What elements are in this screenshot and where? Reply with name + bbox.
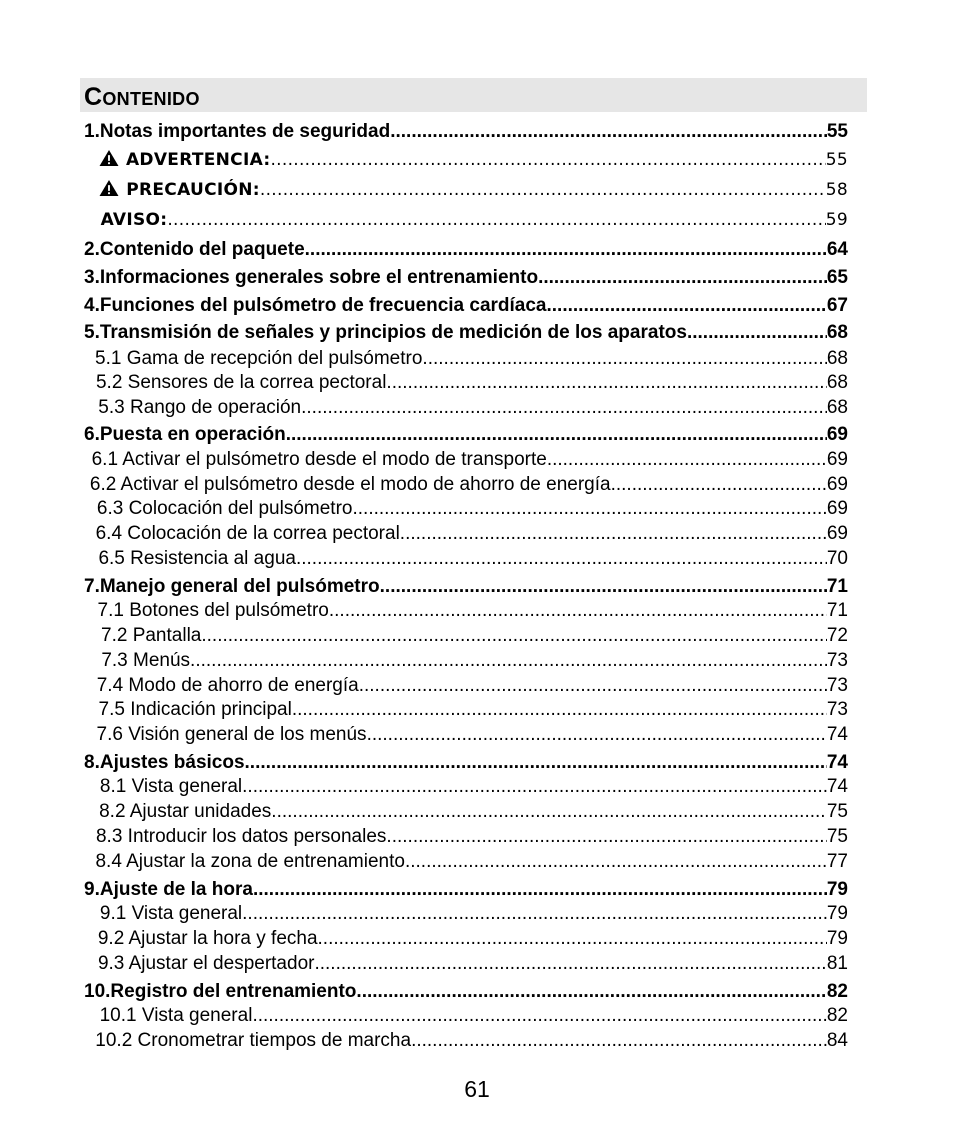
toc-page-number: 69	[826, 449, 848, 470]
toc-chapter-row[interactable]	[84, 266, 848, 290]
toc-page-number: 75	[826, 826, 848, 847]
toc-subsection-row[interactable]	[84, 775, 848, 799]
toc-subsection-row[interactable]	[84, 547, 848, 571]
toc-title: 6.1 Activar el pulsómetro desde el modo de transporte	[91, 449, 547, 470]
toc-subsection-row[interactable]	[84, 952, 848, 976]
toc-page-number: 75	[826, 801, 848, 822]
toc-leader-dots	[359, 674, 827, 698]
toc-page-number: 69	[826, 424, 848, 445]
toc-subsection-row[interactable]	[84, 698, 848, 722]
toc-leader-dots	[538, 266, 827, 290]
toc-leader-dots	[305, 238, 827, 262]
toc-leader-dots	[271, 800, 827, 824]
toc-title	[101, 208, 168, 232]
toc-leader-dots	[400, 522, 827, 546]
toc-leader-dots	[201, 624, 827, 648]
toc-page-number: 72	[826, 625, 848, 646]
toc-number: 10.	[84, 981, 111, 1002]
toc-title: 7.4 Modo de ahorro de energía	[96, 675, 359, 696]
toc-page-number: 73	[826, 650, 848, 671]
toc-subsection-row[interactable]	[84, 850, 848, 874]
toc-leader-dots	[286, 423, 827, 447]
toc-leader-dots	[252, 1004, 826, 1028]
toc-title: 10.1 Vista general	[99, 1005, 253, 1026]
toc-subsection-row[interactable]	[84, 723, 848, 747]
toc-chapter-row[interactable]	[84, 980, 848, 1004]
toc-leader-dots	[386, 371, 826, 395]
toc-title: Contenido del paquete	[99, 239, 305, 260]
toc-page-number: 82	[826, 1005, 848, 1026]
toc-page-number: 74	[826, 752, 848, 773]
toc-title: 7.3 Menús	[101, 650, 191, 671]
toc-page-number: 55	[826, 121, 848, 142]
toc-title: 7.6 Visión general de los menús	[96, 724, 367, 745]
toc-number: 3.	[84, 267, 100, 288]
toc-notice-row[interactable]	[84, 178, 848, 202]
toc-leader-dots	[270, 148, 825, 172]
toc-chapter-row[interactable]	[84, 321, 848, 345]
toc-title: 9.2 Ajustar la hora y fecha	[97, 928, 318, 949]
page-number: 61	[464, 1076, 490, 1102]
notice-label: AVISO:	[100, 210, 168, 230]
toc-leader-dots	[242, 775, 827, 799]
toc-chapter-row[interactable]	[84, 878, 848, 902]
toc-page-number: 79	[826, 928, 848, 949]
page-title	[84, 83, 200, 111]
toc-leader-dots	[547, 294, 827, 318]
toc-leader-dots	[242, 902, 827, 926]
toc-notice-row[interactable]	[84, 148, 848, 172]
toc-number: 8.	[84, 752, 100, 773]
toc-leader-dots	[547, 448, 827, 472]
toc-title: 6.3 Colocación del pulsómetro	[96, 498, 353, 519]
toc-number: 6.	[84, 424, 100, 445]
toc-number: 1.	[84, 121, 100, 142]
toc-subsection-row[interactable]	[84, 396, 848, 420]
toc-page-number: 70	[826, 548, 848, 569]
toc-title: 8.1 Vista general	[99, 776, 243, 797]
toc-chapter-row[interactable]	[84, 423, 848, 447]
toc-page-number: 81	[826, 953, 848, 974]
warning-triangle-icon	[98, 149, 120, 167]
toc-title: 5.2 Sensores de la correa pectoral	[95, 372, 387, 393]
toc-page-number: 73	[826, 675, 848, 696]
toc-leader-dots	[245, 751, 827, 775]
toc-title: 7.5 Indicación principal	[98, 699, 292, 720]
toc-page-number: 77	[826, 851, 848, 872]
toc-page-number: 69	[826, 498, 848, 519]
toc-title: 5.3 Rango de operación	[98, 397, 302, 418]
toc-subsection-row[interactable]	[84, 448, 848, 472]
notice-label: ADVERTENCIA:	[125, 150, 271, 170]
warning-triangle-icon	[98, 179, 120, 197]
toc-page-number: 73	[826, 699, 848, 720]
toc-title: 5.1 Gama de recepción del pulsómetro	[95, 348, 423, 369]
notice-label: PRECAUCIÓN:	[126, 180, 260, 200]
toc-page-number: 58	[825, 180, 848, 200]
heading-label: Contenido	[84, 83, 200, 111]
toc-title: 8.3 Introducir los datos personales	[95, 826, 387, 847]
toc-page-number: 68	[826, 372, 848, 393]
toc-leader-dots	[687, 321, 827, 345]
toc-title	[98, 178, 260, 202]
toc-title: 7.2 Pantalla	[101, 625, 202, 646]
toc-title: Puesta en operación	[99, 424, 286, 445]
toc-leader-dots	[367, 723, 827, 747]
toc-title: 6.5 Resistencia al agua	[98, 548, 296, 569]
toc-title: Funciones del pulsómetro de frecuencia cardíaca	[99, 295, 547, 316]
toc-chapter-row[interactable]	[84, 294, 848, 318]
toc-subsection-row[interactable]	[84, 371, 848, 395]
toc-leader-dots	[411, 1029, 827, 1053]
toc-title: 6.4 Colocación de la correa pectoral	[95, 523, 400, 544]
toc-title: Ajustes básicos	[99, 752, 245, 773]
toc-leader-dots	[318, 927, 827, 951]
toc-subsection-row[interactable]	[84, 599, 848, 623]
toc-title	[98, 148, 270, 172]
toc-page-number: 71	[826, 600, 848, 621]
toc-subsection-row[interactable]	[84, 825, 848, 849]
toc-leader-dots	[611, 473, 827, 497]
toc-title: 6.2 Activar el pulsómetro desde el modo de ahorro de energía	[89, 474, 611, 495]
toc-chapter-row[interactable]	[84, 120, 848, 144]
toc-subsection-row[interactable]	[84, 522, 848, 546]
toc-title: 8.4 Ajustar la zona de entrenamiento	[95, 851, 405, 872]
toc-title: Ajuste de la hora	[99, 879, 253, 900]
toc-leader-dots	[390, 120, 827, 144]
toc-subsection-row[interactable]	[84, 902, 848, 926]
toc-title: Manejo general del pulsómetro	[99, 576, 380, 597]
toc-chapter-row[interactable]	[84, 751, 848, 775]
toc-number: 7.	[84, 576, 100, 597]
toc-page-number: 59	[825, 210, 848, 230]
toc-subsection-row[interactable]	[84, 800, 848, 824]
toc-page-number: 67	[826, 295, 848, 316]
toc-page-number: 69	[826, 523, 848, 544]
toc-page-number: 79	[826, 903, 848, 924]
toc-subsection-row[interactable]	[84, 1029, 848, 1053]
toc-page-number: 68	[826, 397, 848, 418]
toc-subsection-row[interactable]	[84, 473, 848, 497]
toc-notice-row[interactable]	[84, 208, 848, 232]
toc-page-number: 68	[826, 348, 848, 369]
toc-subsection-row[interactable]	[84, 674, 848, 698]
toc-subsection-row[interactable]	[84, 347, 848, 371]
toc-page-number: 79	[826, 879, 848, 900]
toc-leader-dots	[329, 599, 827, 623]
toc-chapter-row[interactable]	[84, 238, 848, 262]
toc-title: Informaciones generales sobre el entrenamiento	[99, 267, 539, 288]
toc-number: 5.	[84, 322, 100, 343]
toc-leader-dots	[292, 698, 827, 722]
toc-subsection-row[interactable]	[84, 624, 848, 648]
toc-page-number: 74	[826, 724, 848, 745]
heading-bar	[80, 78, 867, 112]
toc-title: 9.3 Ajustar el despertador	[97, 953, 315, 974]
toc-leader-dots	[301, 396, 827, 420]
toc-leader-dots	[422, 347, 826, 371]
toc-leader-dots	[405, 850, 827, 874]
toc-number: 4.	[84, 295, 100, 316]
toc-leader-dots	[260, 178, 826, 202]
toc-subsection-row[interactable]	[84, 497, 848, 521]
toc-page-number: 69	[826, 474, 848, 495]
toc-leader-dots	[296, 547, 827, 571]
toc-subsection-row[interactable]	[84, 1004, 848, 1028]
toc-page-number: 64	[826, 239, 848, 260]
toc-leader-dots	[167, 208, 825, 232]
toc-page-number: 71	[826, 576, 848, 597]
toc-title: Registro del entrenamiento	[110, 981, 357, 1002]
toc-number: 2.	[84, 239, 100, 260]
toc-chapter-row[interactable]	[84, 575, 848, 599]
toc-subsection-row[interactable]	[84, 927, 848, 951]
toc-title: 8.2 Ajustar unidades	[99, 801, 272, 822]
toc-title: 10.2 Cronometrar tiempos de marcha	[95, 1030, 412, 1051]
toc-page-number: 74	[826, 776, 848, 797]
toc-leader-dots	[380, 575, 827, 599]
toc-leader-dots	[314, 952, 826, 976]
toc-page-number: 82	[826, 981, 848, 1002]
toc-title: Transmisión de señales y principios de medición de los aparatos	[99, 322, 687, 343]
toc-title: 9.1 Vista general	[99, 903, 243, 924]
toc-leader-dots	[352, 497, 826, 521]
toc-page-number: 65	[826, 267, 848, 288]
toc-page-number: 55	[825, 150, 848, 170]
toc-title: 7.1 Botones del pulsómetro	[97, 600, 329, 621]
toc-page-number: 84	[826, 1030, 848, 1051]
toc-page-number: 68	[826, 322, 848, 343]
toc-title: Notas importantes de seguridad	[99, 121, 391, 142]
toc-leader-dots	[386, 825, 826, 849]
toc-subsection-row[interactable]	[84, 649, 848, 673]
toc-number: 9.	[84, 879, 100, 900]
toc-leader-dots	[190, 649, 827, 673]
toc-leader-dots	[356, 980, 826, 1004]
toc-leader-dots	[253, 878, 827, 902]
